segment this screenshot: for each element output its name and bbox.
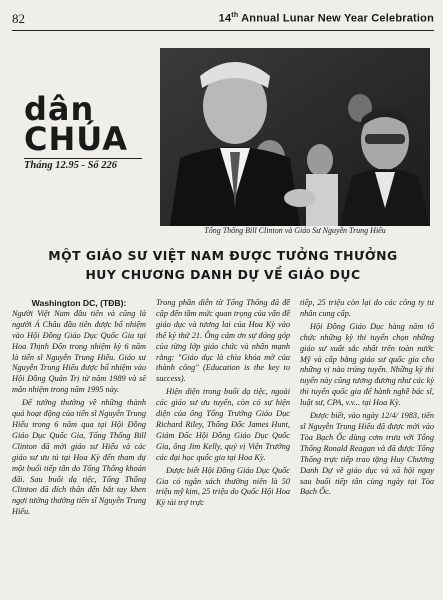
paragraph: tiếp, 25 triệu còn lại do các công ty tư nhân cung cấp. (300, 298, 434, 318)
magazine-masthead (22, 92, 150, 187)
logo-line-2: CHÚA (24, 120, 129, 158)
issue-line: Tháng 12.95 - Số 226 (24, 160, 118, 171)
headline-line-2: HUY CHƯƠNG DANH DỰ VỀ GIÁO DỤC (85, 267, 361, 282)
paragraph: Được biết, vào ngày 12/4/ 1983, tiến sĩ Nguyễn Trung Hiếu đã được mời vào Tòa Bạch Ốc dùng cơm trưa với Tổng Thống Ronald Reagan và đã được Tổng Thống trực tiếp trao tặng Huy Chương Danh Dự về giáo dục và xã hội ngay sau buổi tiếp tân cùng ngày tại Tòa Bạch Ốc. (300, 411, 434, 497)
article-column-3 (300, 298, 434, 598)
paragraph: Được biết Hội Đồng Giáo Dục Quốc Gia có ngân sách thường niên là 50 triệu mỹ kim, 25 triệu do Quốc Hội Hoa Kỳ tài trợ trực (156, 465, 290, 508)
dateline: Washington DC, (TĐB): (31, 298, 127, 308)
paragraph: Hội Đồng Giáo Dục hàng năm tổ chức những kỳ thi tuyển chọn những giáo sư xuất sắc nhất trên toàn nước Mỹ và cấp bằng giáo sư quốc gia cho những vị nào trúng tuyển. Những kỳ thi tuyển này cũng tương đương như các kỳ thi tuyển quốc gia để hành nghề bác sĩ, luật sư, CPA, v.v... tại Hoa Kỳ. (300, 321, 434, 408)
article-column-1 (12, 298, 146, 598)
headline-line-1: MỘT GIÁO SƯ VIỆT NAM ĐƯỢC TƯỞNG THƯỞNG (48, 248, 398, 263)
page-number: 82 (12, 11, 25, 26)
paragraph: Hiện diện trong buổi dạ tiệc, ngoài các giáo sư ưu tuyển, còn có sự hiện diện của ông Tổng Trưởng Giáo Dục Richard Riley, Thống Đốc James Hunt, Giám Đốc Hội Đồng Giáo Dục Quốc Gia, ông Jim Kelly, quý vị Viện Trưởng các đại học quốc gia tại Hoa Kỳ. (156, 387, 290, 462)
paragraph: Người Việt Nam đầu tiên và cũng là người Á Châu đầu tiên được bổ nhiệm vào Hội Đồng Giáo Dục Quốc Gia tại Hoa Thịnh Đốn trong nhiệm kỳ 6 năm là tiến sĩ Nguyễn Trung Hiếu. Giáo sư Nguyễn Trung Hiếu được bổ nhiệm vào Hội Đồng Quản Trị từ năm 1989 và sẽ mãn nhiệm trong năm 1995 này. (12, 308, 146, 395)
logo-line-1: dân (24, 90, 95, 128)
running-title: 14th Annual Lunar New Year Celebration (218, 12, 434, 25)
paragraph: Để tưởng thưởng về những thành quả hoạt động của tiến sĩ Nguyễn Trung Hiếu trong 6 năm qua tại Hội Đồng Giáo Dục Quốc Gia, Tổng Thống Bill Clinton đã mời giáo sư Hiếu và các giáo sư ưu tú tại Hoa Kỳ đến tham dự một buổi tiếp tân do Tổng Thống khoản đãi. Sau buổi dạ tiệc, Tổng Thống Clinton đã đích thân đến bắt tay khen ngợi tưởng thưởng tiến sĩ Nguyễn Trung Hiếu. (12, 398, 146, 517)
article-column-2 (156, 298, 290, 598)
article-headline (12, 246, 434, 284)
photo-illustration (160, 48, 430, 226)
photo-caption: Tổng Thống Bill Clinton và Giáo Sư Nguyễn Trung Hiếu (204, 226, 386, 235)
logo-rule (24, 158, 142, 159)
photograph (160, 48, 430, 226)
page-header (12, 8, 434, 31)
paragraph: Trong phần diễn từ Tổng Thống đã đề cập đến tầm mức quan trọng của vấn đề giáo dục và tương lai của Hoa Kỳ vào thế kỷ thứ 21. Ông cám ơn sự đóng góp của từng lớp giáo chức và nhấn mạnh rằng: "Giáo dục là chìa khóa mở của thành công" (Education is the key to success). (156, 298, 290, 384)
